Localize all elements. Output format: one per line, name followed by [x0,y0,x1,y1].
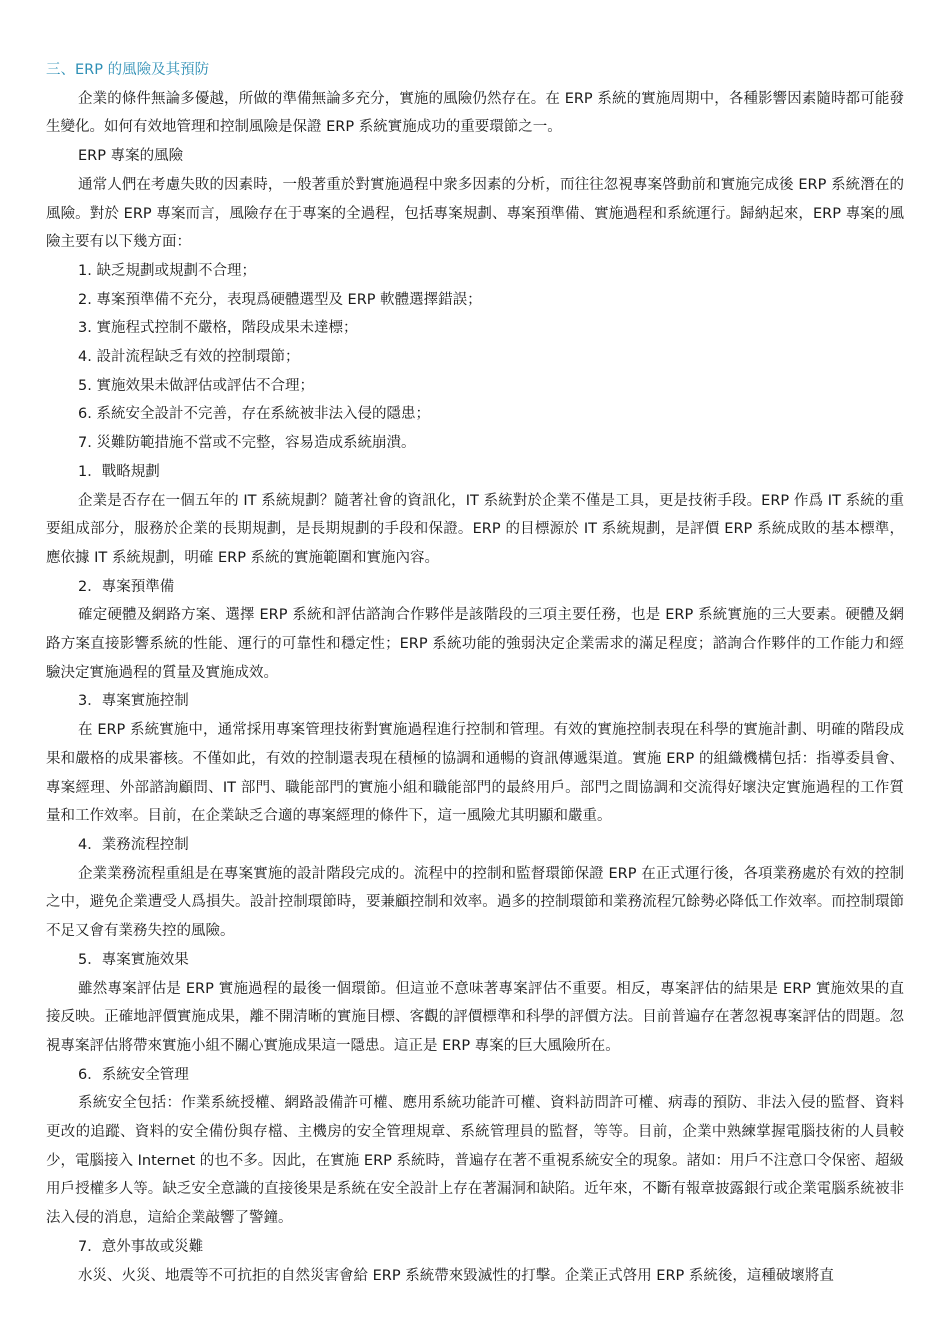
risks-intro-paragraph: 通常人們在考慮失敗的因素時，一般著重於對實施過程中衆多因素的分析，而往往忽視專案啓動前和實施完成後 ERP 系統潛在的風險。對於 ERP 專案而言，風險存在于專案的全過程，包括專案規劃、專案預準備、實施過程和系統運行。歸納起來，ERP 專案的風險主要有以下幾方面： [46,176,904,251]
risk-list-item: 3. 實施程式控制不嚴格，階段成果未達標； [78,320,358,337]
risk-list-item: 7. 災難防範措施不當或不完整，容易造成系統崩潰。 [78,435,416,452]
subsection-body: 企業業務流程重組是在專案實施的設計階段完成的。流程中的控制和監督環節保證 ERP 在正式運行後，各項業務處於有效的控制之中，避免企業遭受人爲損失。設計控制環節時，要兼顧控制和效率。過多的控制環節和業務流程冗餘勢必降低工作效率。而控制環節不足又會有業務失控的風險。 [46,865,904,940]
subsection-body: 水災、火災、地震等不可抗拒的自然災害會給 ERP 系統帶來毀滅性的打擊。企業正式啓用 ERP 系統後，這種破壞將直 [78,1267,834,1284]
subsection-title: 1．戰略規劃 [78,463,160,480]
document-page [46,56,904,1290]
risks-heading: ERP 專案的風險 [78,148,184,165]
subsection-title: 4．業務流程控制 [78,836,189,853]
risk-list-item: 4. 設計流程缺乏有效的控制環節； [78,349,300,366]
subsection-body: 系統安全包括：作業系統授權、網路設備許可權、應用系統功能許可權、資料訪問許可權、病毒的預防、非法入侵的監督、資料更改的追蹤、資料的安全備份與存檔、主機房的安全管理規章、系統管理員的監督，等等。目前，企業中熟練掌握電腦技術的人員較少，電腦接入 Internet 的也不多。因此，在實施 ERP 系統時，普遍存在著不重視系統安全的現象。諸如：用戶不注意口令保密、超級用戶授權多人等。缺乏安全意識的直接後果是系統在安全設計上存在著漏洞和缺陷。近年來，不斷有報章披露銀行或企業電腦系統被非法入侵的消息，這給企業敲響了警鐘。 [46,1095,904,1227]
risk-list-item: 6. 系統安全設計不完善，存在系統被非法入侵的隱患； [78,406,430,423]
intro-paragraph: 企業的條件無論多優越，所做的準備無論多充分，實施的風險仍然存在。在 ERP 系統的實施周期中，各種影響因素隨時都可能發生變化。如何有效地管理和控制風險是保證 ERP 系統實施成功的重要環節之一。 [46,90,904,136]
subsection-body: 在 ERP 系統實施中，通常採用專案管理技術對實施過程進行控制和管理。有效的實施控制表現在科學的實施計劃、明確的階段成果和嚴格的成果審核。不僅如此，有效的控制還表現在積極的協調和通暢的資訊傳遞渠道。實施 ERP 的組織機構包括：指導委員會、專案經理、外部諮詢顧問、IT 部門、職能部門的實施小組和職能部門的最終用戶。部門之間協調和交流得好壞決定實施過程的工作質量和工作效率。目前，在企業缺乏合適的專案經理的條件下，這一風險尤其明顯和嚴重。 [46,722,904,825]
subsection-title: 7．意外事故或災難 [78,1238,204,1255]
subsection-body: 企業是否存在一個五年的 IT 系統規劃？隨著社會的資訊化，IT 系統對於企業不僅是工具，更是技術手段。ERP 作爲 IT 系統的重要組成部分，服務於企業的長期規劃，是長期規劃的手段和保證。ERP 的目標源於 IT 系統規劃，是評價 ERP 系統成敗的基本標準，應依據 IT 系統規劃，明確 ERP 系統的實施範圍和實施內容。 [46,492,904,566]
subsection-body: 確定硬體及網路方案、選擇 ERP 系統和評估諮詢合作夥伴是該階段的三項主要任務，也是 ERP 系統實施的三大要素。硬體及網路方案直接影響系統的性能、運行的可靠性和穩定性；ERP 系統功能的強弱決定企業需求的滿足程度；諮詢合作夥伴的工作能力和經驗決定實施過程的質量及實施成效。 [46,607,904,681]
risk-list-item: 1. 缺乏規劃或規劃不合理； [78,262,256,279]
section-title: 三、ERP 的風險及其預防 [46,62,210,78]
subsection-title: 3．專案實施控制 [78,693,189,710]
risk-list-item: 5. 實施效果未做評估或評估不合理； [78,377,314,394]
subsection-title: 2．專案預準備 [78,578,175,595]
subsection-title: 5．專案實施效果 [78,951,189,968]
risk-list-item: 2. 專案預準備不充分，表現爲硬體選型及 ERP 軟體選擇錯誤； [78,291,482,308]
subsection-body: 雖然專案評估是 ERP 實施過程的最後一個環節。但這並不意味著專案評估不重要。相反，專案評估的結果是 ERP 實施效果的直接反映。正確地評價實施成果，離不開清晰的實施目標、客觀的評價標準和科學的評價方法。目前普遍存在著忽視專案評估的問題。忽視專案評估將帶來實施小組不關心實施成果這一隱患。這正是 ERP 專案的巨大風險所在。 [46,980,904,1054]
subsection-title: 6．系統安全管理 [78,1066,189,1083]
